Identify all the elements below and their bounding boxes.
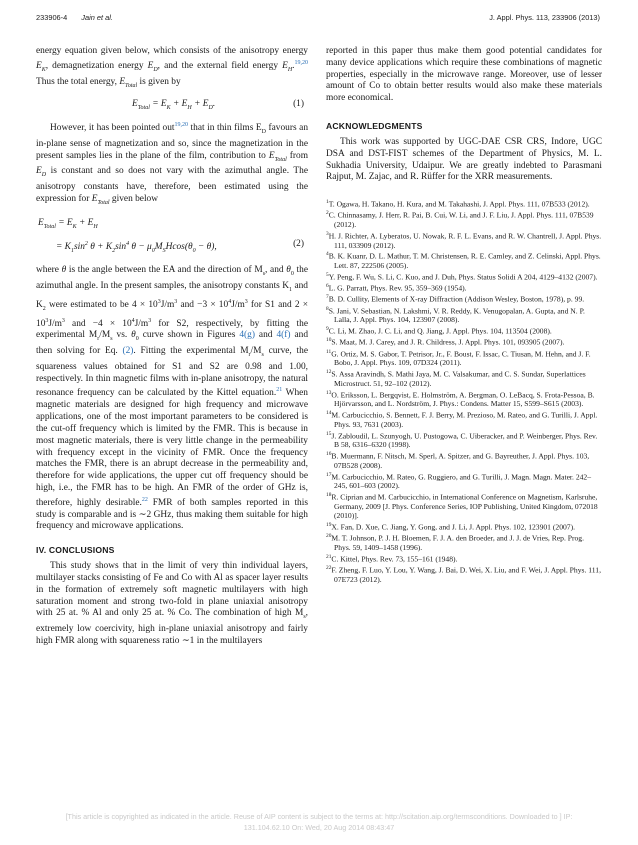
reference-number: 13 bbox=[326, 389, 332, 396]
reference-number: 19 bbox=[326, 521, 332, 528]
reference-number: 6 bbox=[326, 283, 329, 290]
reference-number: 5 bbox=[326, 271, 329, 278]
reference-text: F. Zheng, F. Luo, Y. Lou, Y. Wang, J. Bai, D. Wei, X. Liu, and F. Wei, J. Appl. Phys. 111, 07E723 (2012). bbox=[331, 565, 601, 584]
reference-text: L. G. Parratt, Phys. Rev. 95, 359–369 (1954). bbox=[328, 283, 467, 293]
reference-text: M. T. Johnson, P. J. H. Bloemen, F. J. A. den Broeder, and J. J. de Vries, Rep. Prog. Phys. 59, 1409–1458 (1996). bbox=[331, 533, 584, 553]
reference-item bbox=[326, 491, 602, 520]
reference-text: S. Jani, V. Sebastian, N. Lakshmi, V. R. Reddy, K. Venugopalan, A. Gupta, and N. P. Lalla, J. Appl. Phys. 104, 123907 (2008). bbox=[328, 306, 585, 325]
paragraph: where θ is the angle between the EA and the direction of $M_s$, and $\theta_0$ the azimuthal angle. In the present samples, the anisotropy constants $K_1$ and $K_2$ were estimated to be $4 \times 10^3J/m^3$ and $-3 \times 10^4J/m^3$ for S1 and $2 \times 10^3J/m^3$ and $-4 \times 10^4J/m^3$ for S2, respectively, by fitting the experimental $M_r/M_s$ vs. $\theta_0$ curve shown in Figures 4(g) and 4(f) and then solving for Eq. (2). Fitting the experimental $M_r/M_s$ curve, the squareness values obtained for S1 and S2 are 0.98 and 1.00, respectively. In thin magnetic films with in-plane anisotropy, the natural resonance frequency can be calculated by the Kittel equation.$^{21}$ When magnetic materials are designed for high frequency and microwave applications, one of the most important parameters to be considered is the cut-off frequency which is limited by the FMR. This is because in most magnetic materials, there is very little change in the permeability with frequency except in the vicinity of FMR. Once the frequency matches the FMR, there is an abrupt decrease in the permeability and, therefore for wide applications, the upper cut off frequency should be high, i.e., the FMR has to be high. An FMR of the order of GHz is, therefore, highly desirable.$^{22}$ FMR of both samples reported in this study is comparable and is ∼2 GHz, thus making them suitable for high frequency and microwave applications. bbox=[36, 265, 309, 532]
reference-item bbox=[326, 532, 602, 552]
figure-link[interactable]: 4(g) bbox=[239, 330, 255, 341]
reference-text: J. Zabloudil, L. Szunyogh, U. Pustogowa, C. Uiberacker, and P. Weinberger, Phys. Rev. B 58, 6316–6320 (1998). bbox=[331, 431, 598, 450]
reference-item bbox=[326, 209, 602, 229]
running-header-left bbox=[36, 13, 113, 22]
reference-number: 9 bbox=[326, 326, 329, 333]
reference-number: 4 bbox=[326, 251, 329, 258]
reference-text: T. Ogawa, H. Takano, H. Kura, and M. Takahashi, J. Appl. Phys. 111, 07B533 (2012). bbox=[328, 199, 590, 209]
equation-link[interactable]: (2) bbox=[122, 346, 134, 357]
equation-1: $E_{Total} = E_K + E_H + E_D$. (1) bbox=[132, 99, 304, 112]
reference-text: G. Ortiz, M. S. Gabor, T. Petrisor, Jr., F. Boust, F. Issac, C. Tiusan, M. Hehn, and J. F. Bobo, J. Appl. Phys. 109, 07D324 (2011). bbox=[331, 349, 591, 368]
article-number: 233906-4 bbox=[36, 13, 68, 22]
reference-number: 11 bbox=[326, 348, 332, 355]
reference-item bbox=[326, 293, 602, 304]
reference-number: 22 bbox=[326, 564, 332, 571]
reference-item bbox=[326, 389, 602, 409]
reference-text: C. Kittel, Phys. Rev. 73, 155–161 (1948). bbox=[331, 554, 458, 564]
running-authors: Jain et al. bbox=[81, 13, 113, 22]
download-notice: [This article is copyrighted as indicated in the article. Reuse of AIP content is subject to the terms at: http://scitation.aip.org/termsconditions. Downloaded to ] IP: bbox=[65, 812, 573, 821]
download-timestamp: 131.104.62.10 On: Wed, 20 Aug 2014 08:43:47 bbox=[243, 823, 395, 832]
reference-text: R. Ciprian and M. Carbucicchio, in International Conference on Magnetism, Karlsruhe, Germany, 2009 [J. Phys. Conference Series, IOP Publishing, United Kingdom, 072018 (2010)]. bbox=[331, 492, 598, 521]
reference-item bbox=[326, 305, 602, 325]
reference-text: C. Chinnasamy, J. Herr, R. Pai, B. Cui, W. Li, and J. F. Liu, J. Appl. Phys. 111, 07B539 (2012). bbox=[328, 210, 594, 230]
reference-number: 12 bbox=[326, 369, 332, 376]
reference-text: Y. Peng, F. Wu, S. Li, C. Kuo, and J. Duh, Phys. Status Solidi A 204, 4129–4132 (2007). bbox=[328, 272, 598, 282]
reference-number: 18 bbox=[326, 492, 332, 499]
reference-text: H. J. Richter, A. Lyberatos, U. Nowak, R. F. L. Evans, and R. W. Chantrell, J. Appl. Phys. 111, 033909 (2012). bbox=[328, 231, 602, 250]
reference-number: 15 bbox=[326, 430, 332, 437]
equation-number: (2) bbox=[293, 239, 304, 250]
equation-2-line-2: = $K_1\sin^2$ $\theta + K_2\sin^4$ $\theta - \mu_0M_SHcos(\theta_0 - \theta)$, (2) bbox=[56, 239, 304, 255]
equation-2-line-1: $E_{Total} = E_K + E_H$ bbox=[38, 217, 98, 230]
right-column bbox=[326, 46, 602, 584]
reference-item bbox=[326, 409, 602, 429]
reference-number: 7 bbox=[326, 294, 329, 301]
reference-item bbox=[326, 282, 602, 293]
section-heading: IV. CONCLUSIONS bbox=[36, 545, 115, 556]
reference-text: M. Carbucicchio, S. Bennett, F. J. Berry, M. Prezioso, M. Rateo, and G. Turilli, J. Appl. Phys. 93, 7631 (2003). bbox=[331, 410, 598, 429]
reference-item bbox=[326, 198, 602, 209]
reference-item bbox=[326, 271, 602, 282]
reference-text: M. Carbucicchio, M. Rateo, G. Ruggiero, and G. Turilli, J. Magn. Magn. Mater. 242–245, 601–603 (2002). bbox=[331, 472, 592, 491]
reference-text: C. Li, M. Zhao, J. C. Li, and Q. Jiang, J. Appl. Phys. 104, 113504 (2008). bbox=[328, 326, 552, 336]
reference-number: 14 bbox=[326, 410, 332, 417]
reference-item bbox=[326, 430, 602, 450]
reference-number: 10 bbox=[326, 337, 332, 344]
reference-text: B. K. Kuanr, D. L. Mathur, T. M. Christensen, R. E. Camley, and Z. Celinski, Appl. Phys. Lett. 87, 222506 (2005). bbox=[328, 251, 601, 271]
reference-item bbox=[326, 348, 602, 368]
reference-number: 3 bbox=[326, 230, 329, 237]
reference-item bbox=[326, 450, 602, 470]
reference-item bbox=[326, 564, 602, 584]
reference-number: 8 bbox=[326, 305, 329, 312]
reference-text: O. Eriksson, L. Bergqvist, E. Holmström, A. Bergman, O. LeBacq, S. Frota-Pessoa, B. Hjörvarsson, and L. Nordström, J. Phys.: Condens. Matter 15, S599–S615 (2003). bbox=[331, 390, 595, 409]
running-journal: J. Appl. Phys. 113, 233906 (2013) bbox=[489, 13, 600, 22]
reference-text: B. Muermann, F. Nitsch, M. Sperl, A. Spitzer, and G. Bayreuther, J. Appl. Phys. 103, 07B528 (2008). bbox=[331, 451, 590, 470]
reference-number: 2 bbox=[326, 210, 329, 217]
paragraph: energy equation given below, which consists of the anisotropy energy $E_K$, demagnetization energy $E_D$, and the external field energy $E_H.^{19,20}$ Thus the total energy, $E_{Total}$ is given by bbox=[36, 46, 308, 89]
reference-text: S. Assa Aravindh, S. Mathi Jaya, M. C. Valsakumar, and C. S. Sundar, Superlattices Microstruct. 51, 92–102 (2012). bbox=[331, 369, 586, 388]
reference-text: S. Maat, M. J. Carey, and J. R. Childress, J. Appl. Phys. 101, 093905 (2007). bbox=[331, 337, 565, 347]
reference-number: 16 bbox=[326, 451, 332, 458]
paragraph: This work was supported by UGC-DAE CSR CRS, Indore, UGC DSA and DST-FIST schemes of the Department of Physics, M. L. Sukhadia University, Udaipur. We are greatly indebted to Parasmani Rajput, M. Zajac, and R. Rüffer for the XRR measurements. bbox=[326, 136, 602, 183]
reference-item bbox=[326, 325, 602, 336]
paragraph: However, it has been pointed out$^{19,20}$ that in thin films $E_D$ favours an in-plane sense of magnetization and so, since the magnetization in the present samples lies in the plane of the film, contribution to $E_{Total}$ from $E_D$ is constant and so does not vary with the azimuthal angle. The anisotropy constants have, therefore, been estimated using the expression for $E_{Total}$ given below bbox=[36, 122, 309, 206]
section-heading: ACKNOWLEDGMENTS bbox=[326, 120, 423, 131]
left-column bbox=[36, 46, 308, 648]
reference-text: X. Fan, D. Xue, C. Jiang, Y. Gong, and J. Li, J. Appl. Phys. 102, 123901 (2007). bbox=[331, 522, 576, 532]
reference-number: 1 bbox=[326, 199, 329, 206]
reference-item bbox=[326, 521, 602, 532]
paragraph: reported in this paper thus make them good potential candidates for many device applications which require these combinations of magnetic properties, especially in the microwave range. Moreover, use of lesser amount of Co to obtain better results would also make these materials more economical. bbox=[326, 46, 602, 104]
reference-item bbox=[326, 250, 602, 270]
reference-number: 17 bbox=[326, 471, 332, 478]
equation-number: (1) bbox=[293, 99, 304, 110]
reference-number: 20 bbox=[326, 533, 332, 540]
paragraph: This study shows that in the limit of very thin individual layers, multilayer stacks consisting of Fe and Co with Al as spacer layer results in the formation of extremely soft magnetic multilayers with high saturation moment and strong two-fold in plane uniaxial anisotropy with 25 at. % Al and only 25 at. % Co. The combination of high $M_s$, extremely low coercivity, high in-plane uniaxial anisotropy and fairly high FMR along with squareness ratio ∼1 in the multilayers bbox=[36, 561, 308, 646]
reference-number: 21 bbox=[326, 553, 332, 560]
figure-link[interactable]: 4(f) bbox=[276, 330, 291, 341]
reference-item bbox=[326, 336, 602, 347]
reference-list bbox=[326, 198, 602, 584]
reference-item bbox=[326, 230, 602, 250]
reference-item bbox=[326, 368, 602, 388]
reference-item bbox=[326, 471, 602, 491]
reference-item bbox=[326, 553, 602, 564]
reference-text: B. D. Cullity, Elements of X-ray Diffraction (Addison Wesley, Boston, 1978), p. 99. bbox=[328, 294, 585, 304]
